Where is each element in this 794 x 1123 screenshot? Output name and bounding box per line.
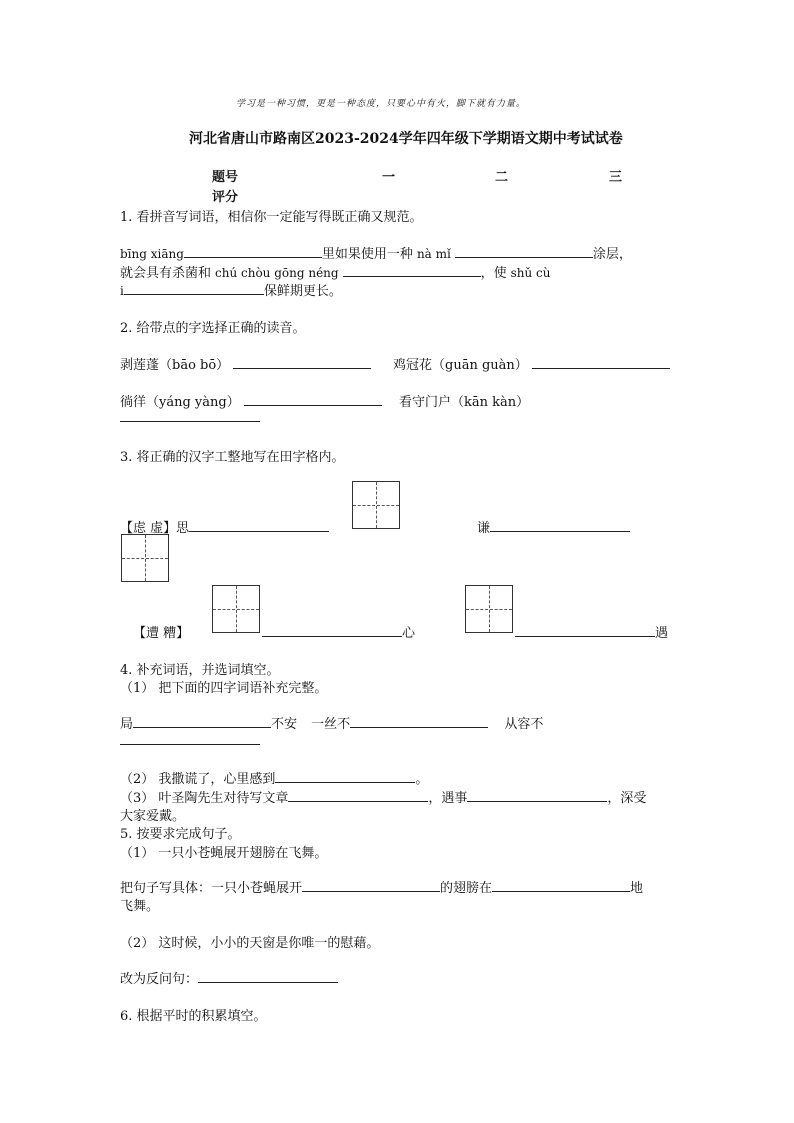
q4-words — [120, 713, 543, 732]
answer-blank[interactable] — [124, 293, 264, 295]
pinyin-2: nà mǐ — [416, 247, 451, 261]
q3-prompt: 【虑 虚】思 — [120, 521, 190, 536]
pinyin-5: i — [120, 284, 124, 298]
q4-word: 一丝不 — [311, 717, 351, 732]
q3-prompt: 谦 — [477, 521, 491, 536]
answer-blank[interactable] — [133, 726, 271, 728]
q5-text: 地 — [630, 881, 644, 896]
q3-row2-mid — [262, 622, 415, 641]
tianzige-box[interactable] — [465, 585, 513, 633]
q4-sub1: （1） 把下面的四字词语补充完整。 — [120, 681, 328, 696]
q2-option-text: 鸡冠花（guān guàn） — [393, 358, 528, 373]
header-motto: 学习是一种习惯，更是一种态度，只要心中有火，脚下就有力量。 — [236, 99, 527, 109]
q2-item-b — [393, 354, 670, 373]
q5-heading: 5. 按要求完成句子。 — [120, 827, 241, 842]
answer-blank[interactable] — [262, 635, 402, 637]
score-table-col-2: 二 — [495, 170, 509, 185]
q4-text: （2） 我撒谎了，心里感到 — [120, 772, 276, 787]
q3-row1-right — [477, 517, 630, 536]
q1-line2 — [120, 262, 551, 281]
answer-blank[interactable] — [350, 726, 488, 728]
q1-text: 就会具有杀菌和 — [120, 266, 212, 281]
score-table-item-label: 题号 — [212, 170, 239, 185]
q2-item-d: 看守门户（kān kàn） — [399, 395, 530, 410]
q3-row2-prompt: 【遭 糟】 — [133, 626, 190, 641]
q2-option-text: 剥莲蓬（bāo bō） — [120, 358, 230, 373]
tianzige-box[interactable] — [212, 585, 260, 633]
answer-blank[interactable] — [198, 981, 338, 983]
answer-blank[interactable] — [467, 800, 607, 802]
q3-prompt: 遇 — [655, 626, 669, 641]
q1-heading: 1. 看拼音写词语，相信你一定能写得既正确又规范。 — [120, 210, 423, 225]
pinyin-1: bīng xiāng — [120, 247, 184, 261]
answer-blank[interactable] — [302, 890, 440, 892]
q4-word: 不安 — [271, 717, 298, 732]
q5-text: 的翅膀在 — [440, 881, 493, 896]
q3-heading: 3. 将正确的汉字工整地写在田字格内。 — [120, 450, 345, 465]
answer-blank[interactable] — [492, 890, 630, 892]
answer-blank[interactable] — [184, 256, 322, 258]
score-table-col-3: 三 — [609, 170, 623, 185]
q2-item-a — [120, 354, 371, 373]
q4-word: 局 — [120, 717, 134, 732]
q1-text: ，使 — [480, 266, 507, 281]
score-table-score-label: 评分 — [212, 190, 239, 205]
pinyin-4: shǔ cù — [510, 266, 551, 280]
answer-blank[interactable] — [120, 421, 260, 422]
q5-sub1: （1） 一只小苍蝇展开翅膀在飞舞。 — [120, 846, 328, 861]
q2-heading: 2. 给带点的字选择正确的读音。 — [120, 321, 306, 336]
q4-sub3 — [120, 787, 646, 806]
q4-text: 。 — [415, 772, 429, 787]
answer-blank[interactable] — [189, 530, 329, 532]
answer-blank[interactable] — [244, 404, 382, 406]
q4-text: ，深受 — [607, 791, 647, 806]
score-table-col-1: 一 — [382, 170, 396, 185]
q4-text: （3） 叶圣陶先生对待写文章 — [120, 791, 289, 806]
answer-blank[interactable] — [532, 367, 670, 369]
answer-blank[interactable] — [343, 275, 481, 277]
q3-prompt: 心 — [402, 626, 416, 641]
q1-text: 里如果使用一种 — [321, 247, 413, 262]
q4-word: 从容不 — [504, 717, 544, 732]
tianzige-box[interactable] — [121, 534, 169, 582]
pinyin-3: chú chòu gōng néng — [215, 266, 339, 280]
answer-blank[interactable] — [233, 367, 371, 369]
q2-option-text: 徜徉（yáng yàng） — [120, 395, 240, 410]
q6-heading: 6. 根据平时的积累填空。 — [120, 1009, 267, 1024]
answer-blank[interactable] — [288, 800, 428, 802]
answer-blank[interactable] — [455, 256, 593, 258]
q5-rewrite2 — [120, 968, 338, 987]
q5-sub2: （2） 这时候，小小的天窗是你唯一的慰藉。 — [120, 936, 380, 951]
q2-item-c — [120, 391, 382, 410]
q5-rewrite1-cont: 飞舞。 — [120, 899, 160, 914]
answer-blank[interactable] — [275, 781, 415, 783]
q4-text: ，遇事 — [428, 791, 468, 806]
tianzige-box[interactable] — [352, 481, 400, 529]
q1-line1 — [120, 243, 632, 262]
exam-title: 河北省唐山市路南区2023-2024学年四年级下学期语文期中考试试卷 — [189, 131, 623, 147]
answer-blank[interactable] — [490, 530, 630, 532]
q4-sub3-cont: 大家爱戴。 — [120, 809, 186, 824]
q4-heading: 4. 补充词语，并选词填空。 — [120, 663, 280, 678]
q5-text: 把句子写具体：一只小苍蝇展开 — [120, 881, 303, 896]
q5-rewrite1 — [120, 877, 643, 896]
q1-text: 涂层， — [592, 247, 632, 262]
answer-blank[interactable] — [120, 744, 260, 745]
q1-text: 保鲜期更长。 — [263, 284, 342, 299]
q5-text: 改为反问句： — [120, 972, 199, 987]
q3-row2-right — [515, 622, 668, 641]
q1-line3 — [120, 280, 342, 299]
q4-sub2 — [120, 768, 428, 787]
answer-blank[interactable] — [515, 635, 655, 637]
